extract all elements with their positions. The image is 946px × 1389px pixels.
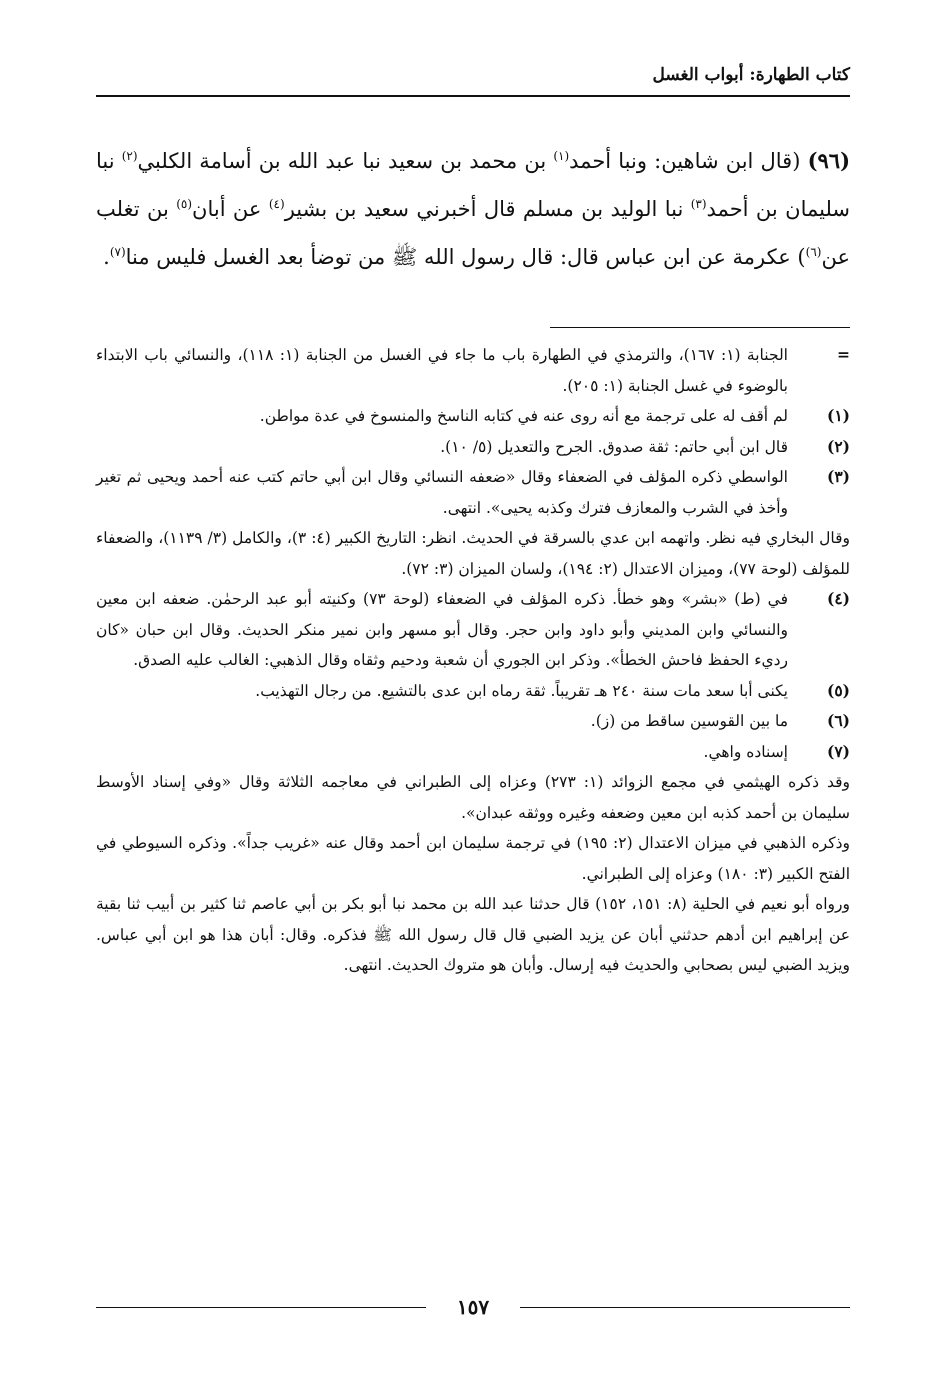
footnote-paragraph: وقد ذكره الهيثمي في مجمع الزوائد (١: ٢٧٣) وعزاه إلى الطبراني في معاجمه الثلاثة وقال «وفي إسناد الأوسط سليمان بن أحمد كذبه ابن معين وضعفه وغيره ووثقه عبدان». bbox=[96, 773, 850, 822]
footnote-ref[interactable]: (٥) bbox=[176, 197, 193, 211]
footnotes bbox=[96, 340, 850, 981]
footnote-text: يكنى أبا سعد مات سنة ٢٤٠ هـ تقريباً. ثقة رماه ابن عدى بالتشيع. من رجال التهذيب. bbox=[255, 681, 788, 700]
footnote-text: قال ابن أبي حاتم: ثقة صدوق. الجرح والتعديل (٥/ ١٠). bbox=[440, 437, 788, 456]
footer-rule-left bbox=[96, 1307, 426, 1308]
footnote-separator bbox=[550, 327, 850, 328]
hadith-text-part: . bbox=[103, 245, 110, 269]
footnote-text: الجنابة (١: ١٦٧)، والترمذي في الطهارة باب ما جاء في الغسل من الجنابة (١: ١١٨)، والنسائي باب الابتداء بالوضوء في غسل الجنابة (١: ٢٠٥). bbox=[96, 346, 788, 395]
footnote-ref[interactable]: (٢) bbox=[121, 149, 138, 163]
footnote-2 bbox=[96, 432, 850, 463]
footnote-ref[interactable]: (١) bbox=[553, 149, 570, 163]
footnote-continuation bbox=[96, 340, 850, 401]
footnote-marker: = bbox=[837, 345, 850, 364]
footnote-1 bbox=[96, 401, 850, 432]
footnote-3 bbox=[96, 462, 850, 523]
footnote-text: الواسطي ذكره المؤلف في الضعفاء وقال «ضعفه النسائي وقال ابن أبي حاتم كتب عنه أحمد ويحيى ثم تغير وأخذ في الشرب والمعازف فترك وكذبه يحيى». انتهى. bbox=[96, 468, 788, 517]
page-number: ١٥٧ bbox=[456, 1295, 490, 1319]
footnote-paragraph: ورواه أبو نعيم في الحلية (٨: ١٥١، ١٥٢) قال حدثنا عبد الله بن محمد نبا أبو بكر بن أبي عاصم ثنا كثير بن أبيب ثنا بقية عن إبراهيم ابن أدهم حدثني أبان عن يزيد الضبي قال قال رسول الله ﷺ فذكره. وقال: أبان هذا هو ابن أبي عباس. ويزيد الضبي ليس بصحابي والحديث فيه إرسال. وأبان هو متروك الحديث. انتهى. bbox=[96, 895, 850, 974]
running-header: كتاب الطهارة: أبواب الغسل bbox=[652, 65, 850, 85]
footnote-marker: (٢) bbox=[826, 436, 850, 456]
hadith-text-part: نبا الوليد بن مسلم قال أخبرني سعيد بن بشير bbox=[284, 197, 691, 221]
footnote-ref[interactable]: (٦) bbox=[805, 245, 822, 259]
header-rule bbox=[96, 95, 850, 97]
footnote-7 bbox=[96, 737, 850, 768]
footnote-marker: (٦) bbox=[826, 711, 850, 730]
footnote-text: في (ط) «بشر» وهو خطأ. ذكره المؤلف في الضعفاء (لوحة ٧٣) وكنيته أبو عبد الرحمٰن. ضعفه ابن معين والنسائي وابن المديني وأبو داود وابن حجر. وقال أبو مسهر وابن نمير منكر الحديث. وقال ابن حبان «كان رديء الحفظ فاحش الخطأ». وذكر ابن الجوري أن شعبة ودحيم وثقاه وقال الذهبي: الغالب عليه الصدق. bbox=[96, 590, 788, 669]
footnote-text: إسناده واهي. bbox=[703, 742, 788, 761]
footnote-4 bbox=[96, 584, 850, 676]
footnote-marker: (٥) bbox=[826, 680, 850, 700]
hadith-text-part: ) عكرمة عن ابن عباس قال: قال رسول الله ﷺ من توضأ بعد الغسل فليس منا bbox=[125, 245, 806, 269]
footnote-marker: (٤) bbox=[826, 589, 850, 608]
footnote-paragraph: وذكره الذهبي في ميزان الاعتدال (٢: ١٩٥) في ترجمة سليمان ابن أحمد وقال عنه «غريب جداً». وذكره السيوطي في الفتح الكبير (٣: ١٨٠) وعزاه إلى الطبراني. bbox=[96, 834, 850, 883]
page-footer bbox=[96, 1293, 850, 1321]
hadith-text-part: بن تغلب عن bbox=[96, 197, 850, 269]
footnote-ref[interactable]: (٣) bbox=[690, 197, 707, 211]
footnote-text: لم أقف له على ترجمة مع أنه روى عنه في كتابه الناسخ والمنسوخ في عدة مواطن. bbox=[259, 407, 788, 425]
footnote-6 bbox=[96, 706, 850, 737]
footnote-ref[interactable]: (٧) bbox=[109, 245, 126, 259]
hadith-text bbox=[96, 137, 850, 281]
footnote-marker: (١) bbox=[826, 406, 850, 425]
hadith-number: (٩٦) bbox=[807, 148, 850, 173]
footnote-paragraph: وقال البخاري فيه نظر. واتهمه ابن عدي بالسرقة في الحديث. انظر: التاريخ الكبير (٤: ٣)، والكامل (٣/ ١١٣٩)، والضعفاء للمؤلف (لوحة ٧٧)، وميزان الاعتدال (٢: ١٩٤)، ولسان الميزان (٣: ٧٢). bbox=[96, 529, 850, 578]
hadith-text-part: عن أبان bbox=[192, 197, 269, 221]
hadith-text-part: نبا سليمان بن أحمد bbox=[96, 149, 850, 221]
hadith-text-part: بن محمد بن سعيد نبا عبد الله بن أسامة الكلبي bbox=[137, 149, 554, 173]
footnote-marker: (٧) bbox=[826, 741, 850, 761]
hadith-text-part: (قال ابن شاهين: ونبا أحمد bbox=[569, 149, 801, 173]
footnote-ref[interactable]: (٤) bbox=[268, 197, 285, 211]
footnote-text: ما بين القوسين ساقط من (ز). bbox=[590, 712, 788, 730]
footnote-5 bbox=[96, 676, 850, 707]
footnote-marker: (٣) bbox=[826, 467, 850, 486]
